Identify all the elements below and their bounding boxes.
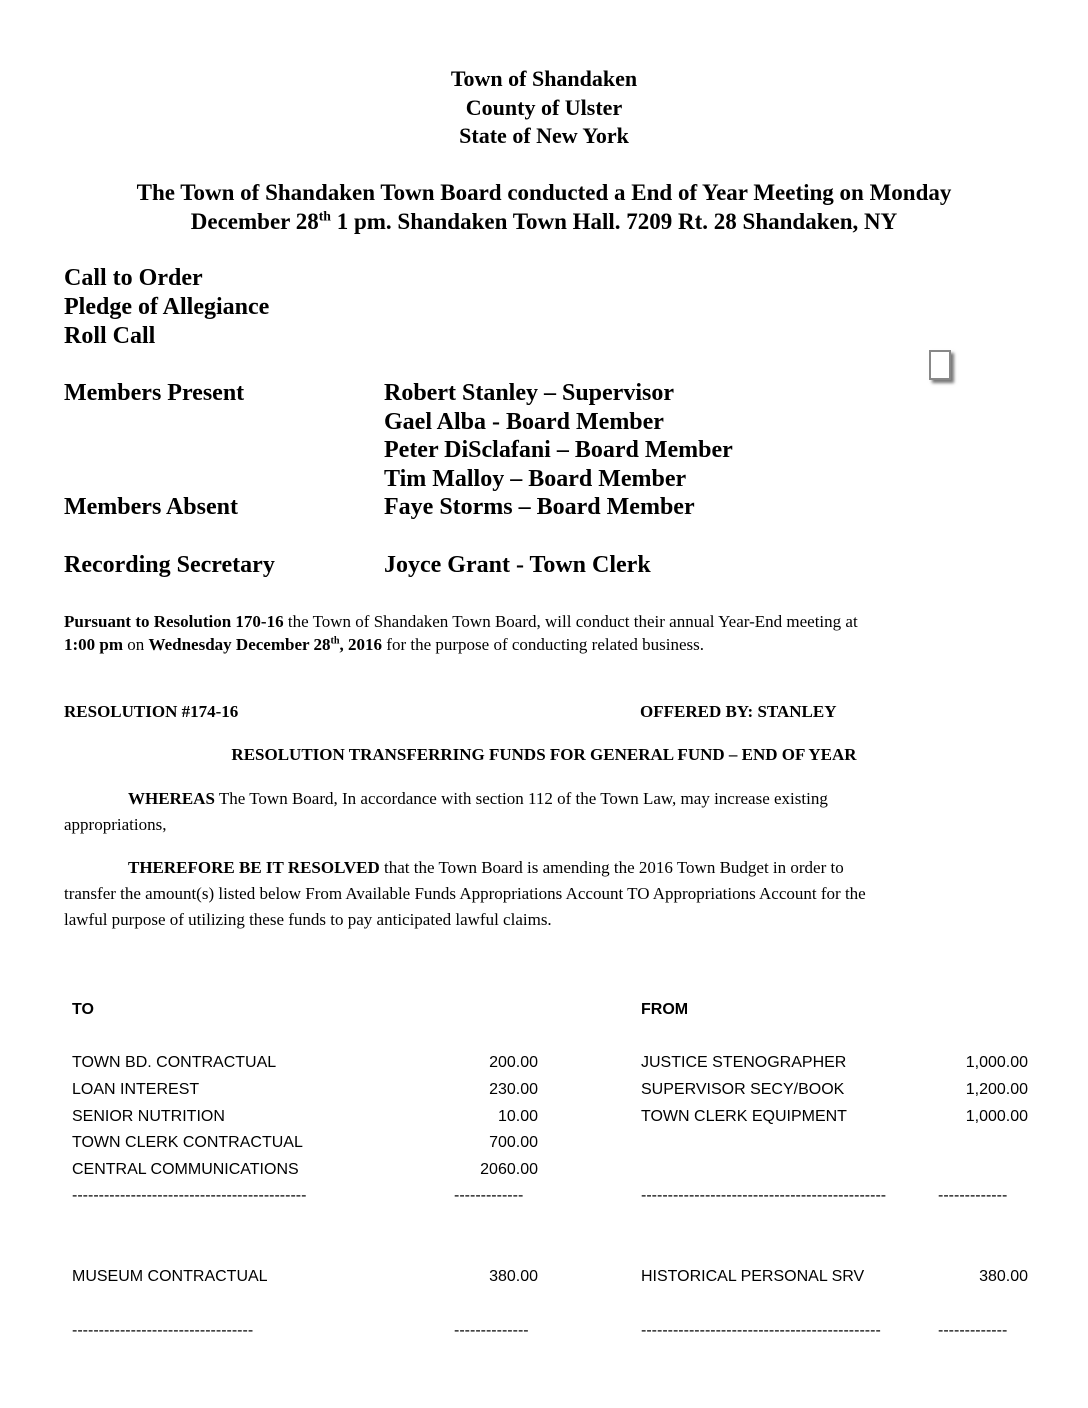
to-account-amount: 700.00 bbox=[489, 1134, 538, 1151]
to-column-header: TO bbox=[72, 1001, 94, 1018]
from-account-name: JUSTICE STENOGRAPHER bbox=[641, 1054, 847, 1071]
separator-dashes: ------------- bbox=[938, 1322, 1008, 1339]
agenda-item-roll-call: Roll Call bbox=[64, 323, 156, 349]
separator-dashes: ---------------------------------- bbox=[72, 1322, 254, 1339]
from-account-name: TOWN CLERK EQUIPMENT bbox=[641, 1108, 847, 1125]
meeting-title-line2: December 28th 1 pm. Shandaken Town Hall. 7209 Rt. 28 Shandaken, NY bbox=[190, 208, 898, 234]
therefore-line1: THEREFORE BE IT RESOLVED that the Town Board is amending the 2016 Town Budget in order to bbox=[128, 858, 844, 877]
separator-dashes: ------------- bbox=[454, 1187, 524, 1204]
from-account-name: HISTORICAL PERSONAL SRV bbox=[641, 1268, 865, 1285]
meeting-title-line1: The Town of Shandaken Town Board conducted a End of Year Meeting on Monday bbox=[136, 180, 952, 205]
separator-dashes: --------------------------------------------- bbox=[641, 1322, 881, 1339]
from-account-amount: 1,000.00 bbox=[965, 1108, 1028, 1125]
members-absent-label: Members Absent bbox=[64, 494, 238, 520]
resolution-offered-by: OFFERED BY: STANLEY bbox=[640, 702, 837, 721]
resolution-number: RESOLUTION #174-16 bbox=[64, 702, 239, 721]
recording-secretary-label: Recording Secretary bbox=[64, 552, 275, 578]
pursuant-line1: Pursuant to Resolution 170-16 the Town of Shandaken Town Board, will conduct their annual Year-End meeting at bbox=[64, 612, 858, 631]
to-account-amount: 230.00 bbox=[489, 1081, 538, 1098]
separator-dashes: -------------------------------------------- bbox=[72, 1187, 307, 1204]
agenda-item-call-to-order: Call to Order bbox=[64, 265, 203, 291]
member-present: Peter DiSclafani – Board Member bbox=[384, 437, 733, 463]
whereas-line2: appropriations, bbox=[64, 815, 167, 834]
to-account-amount: 200.00 bbox=[489, 1054, 538, 1071]
member-present: Robert Stanley – Supervisor bbox=[384, 380, 674, 406]
therefore-line2: transfer the amount(s) listed below From Available Funds Appropriations Account TO Appropriations Account for the bbox=[64, 884, 866, 903]
to-account-name: CENTRAL COMMUNICATIONS bbox=[72, 1161, 299, 1178]
header-county: County of Ulster bbox=[465, 95, 623, 120]
separator-dashes: ---------------------------------------------- bbox=[641, 1187, 887, 1204]
whereas-line1: WHEREAS The Town Board, In accordance with section 112 of the Town Law, may increase existing bbox=[128, 789, 828, 808]
header-state: State of New York bbox=[459, 123, 629, 148]
to-account-name: MUSEUM CONTRACTUAL bbox=[72, 1268, 268, 1285]
to-account-amount: 10.00 bbox=[497, 1108, 538, 1125]
to-account-amount: 380.00 bbox=[489, 1268, 538, 1285]
agenda-item-pledge: Pledge of Allegiance bbox=[64, 294, 270, 320]
to-account-name: SENIOR NUTRITION bbox=[72, 1108, 225, 1125]
recording-secretary: Joyce Grant - Town Clerk bbox=[384, 552, 651, 578]
separator-dashes: ------------- bbox=[938, 1187, 1008, 1204]
to-account-amount: 2060.00 bbox=[480, 1161, 538, 1178]
from-account-amount: 1,200.00 bbox=[965, 1081, 1028, 1098]
therefore-line3: lawful purpose of utilizing these funds to pay anticipated lawful claims. bbox=[64, 910, 552, 929]
separator-dashes: -------------- bbox=[454, 1322, 529, 1339]
members-present-label: Members Present bbox=[64, 380, 245, 406]
to-account-name: TOWN BD. CONTRACTUAL bbox=[72, 1054, 277, 1071]
member-present: Tim Malloy – Board Member bbox=[384, 466, 687, 492]
pursuant-line2: 1:00 pm on Wednesday December 28th, 2016 for the purpose of conducting related business. bbox=[64, 635, 705, 654]
checkbox-icon[interactable] bbox=[929, 350, 951, 380]
from-account-amount: 1,000.00 bbox=[965, 1054, 1028, 1071]
from-account-name: SUPERVISOR SECY/BOOK bbox=[641, 1081, 845, 1098]
resolution-heading: RESOLUTION TRANSFERRING FUNDS FOR GENERAL FUND – END OF YEAR bbox=[231, 745, 857, 764]
from-column-header: FROM bbox=[641, 1001, 689, 1018]
member-present: Gael Alba - Board Member bbox=[384, 409, 664, 435]
from-account-amount: 380.00 bbox=[979, 1268, 1028, 1285]
to-account-name: LOAN INTEREST bbox=[72, 1081, 200, 1098]
to-account-name: TOWN CLERK CONTRACTUAL bbox=[72, 1134, 303, 1151]
header-town: Town of Shandaken bbox=[450, 66, 638, 91]
member-absent: Faye Storms – Board Member bbox=[384, 494, 695, 520]
